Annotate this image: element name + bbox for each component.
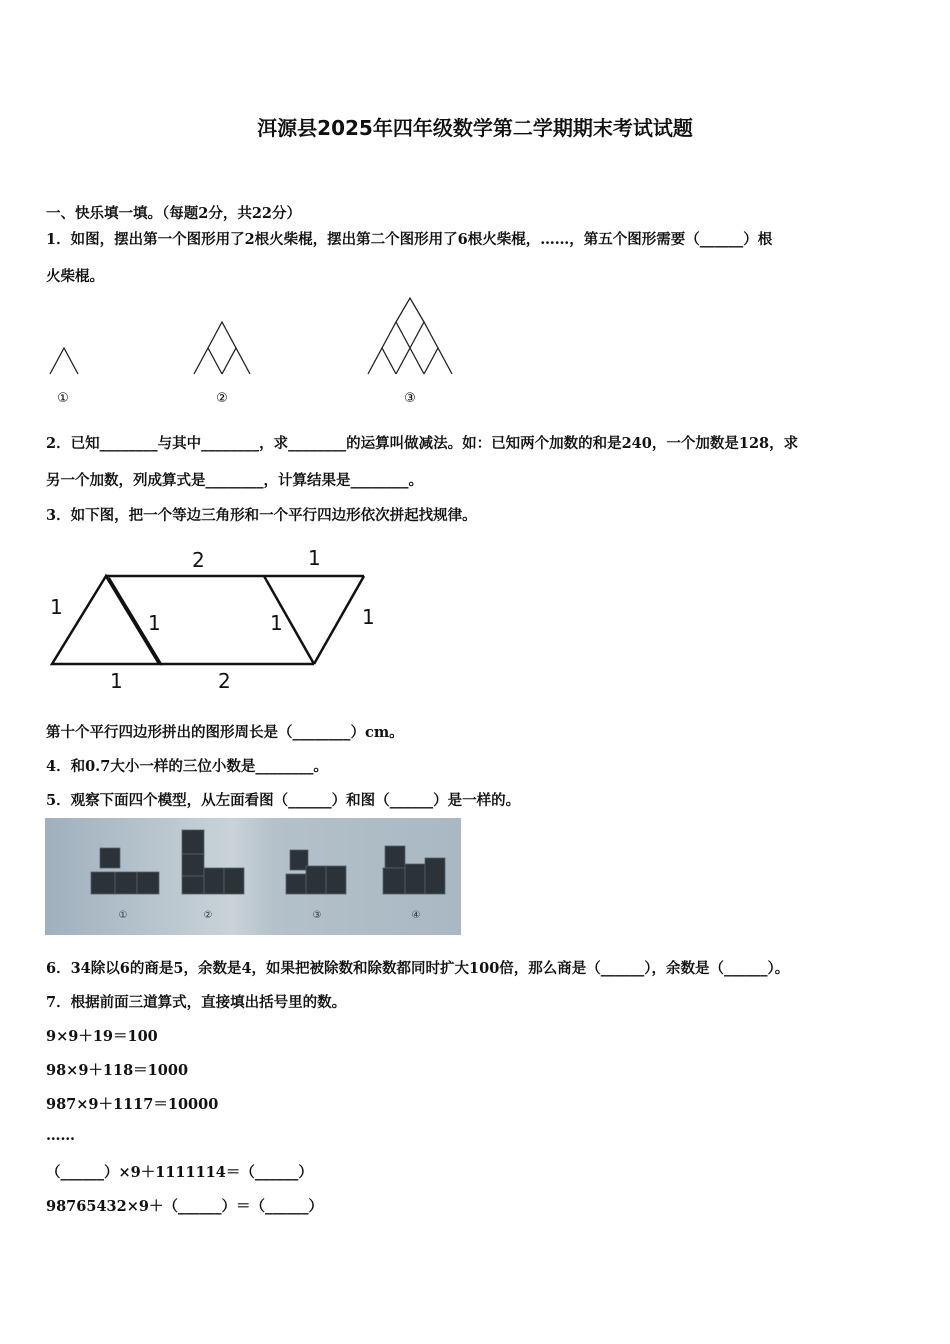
label-left: 1 xyxy=(50,595,63,619)
triangle-parallelogram-figure xyxy=(40,540,400,700)
question-7-line-1: 7．根据前面三道算式，直接填出括号里的数。 xyxy=(46,994,347,1011)
model-label-1: ① xyxy=(118,910,128,921)
label-bottom-right: 2 xyxy=(218,669,231,693)
question-2-line-1: 2．已知________与其中________，求________的运算叫做减法。如：已知两个加数的和是240，一个加数是128，求 xyxy=(46,435,799,452)
label-top-right: 1 xyxy=(308,546,321,570)
question-2-line-2: 另一个加数，列成算式是________，计算结果是________。 xyxy=(46,472,423,489)
label-right: 1 xyxy=(362,605,375,629)
page-title: 洱源县2025年四年级数学第二学期期末考试试题 xyxy=(257,116,693,140)
label-top-left: 2 xyxy=(192,548,205,572)
matchstick-figure xyxy=(40,292,480,412)
question-6: 6．34除以6的商是5，余数是4，如果把被除数和除数都同时扩大100倍，那么商是（______），余数是（______）。 xyxy=(46,960,790,977)
question-5-line-1: 5．观察下面四个模型，从左面看图（______）和图（______）是一样的。 xyxy=(46,792,521,809)
figure-label-2: ② xyxy=(216,391,228,406)
figure-label-1: ① xyxy=(57,391,69,406)
section-heading: 一、快乐填一填。（每题2分，共22分） xyxy=(46,205,302,222)
question-4: 4．和0.7大小一样的三位小数是________。 xyxy=(46,758,328,775)
model-label-3: ③ xyxy=(312,910,322,921)
question-3-line-1: 3．如下图，把一个等边三角形和一个平行四边形依次拼起找规律。 xyxy=(46,507,477,524)
model-label-4: ④ xyxy=(411,910,421,921)
label-inner-left: 1 xyxy=(148,611,161,635)
model-label-2: ② xyxy=(203,910,213,921)
label-inner-right: 1 xyxy=(270,611,283,635)
equation-5: 98765432×9＋（______）＝（______） xyxy=(46,1198,323,1215)
cube-models-photo xyxy=(45,818,461,935)
question-3-line-2: 第十个平行四边形拼出的图形周长是（________）cm。 xyxy=(46,724,404,741)
figure-label-3: ③ xyxy=(404,391,416,406)
equation-1: 9×9＋19＝100 xyxy=(46,1028,158,1045)
ellipsis: …… xyxy=(46,1127,75,1144)
equation-3: 987×9＋1117＝10000 xyxy=(46,1096,219,1113)
question-1-line-1: 1．如图，摆出第一个图形用了2根火柴棍，摆出第二个图形用了6根火柴棍，……，第五个图形需要（______）根 xyxy=(46,231,773,248)
question-1-line-2: 火柴棍。 xyxy=(46,268,104,285)
equation-4: （______）×9＋1111114＝（______） xyxy=(46,1164,313,1181)
equation-2: 98×9＋118＝1000 xyxy=(46,1062,189,1079)
label-bottom-left: 1 xyxy=(110,669,123,693)
